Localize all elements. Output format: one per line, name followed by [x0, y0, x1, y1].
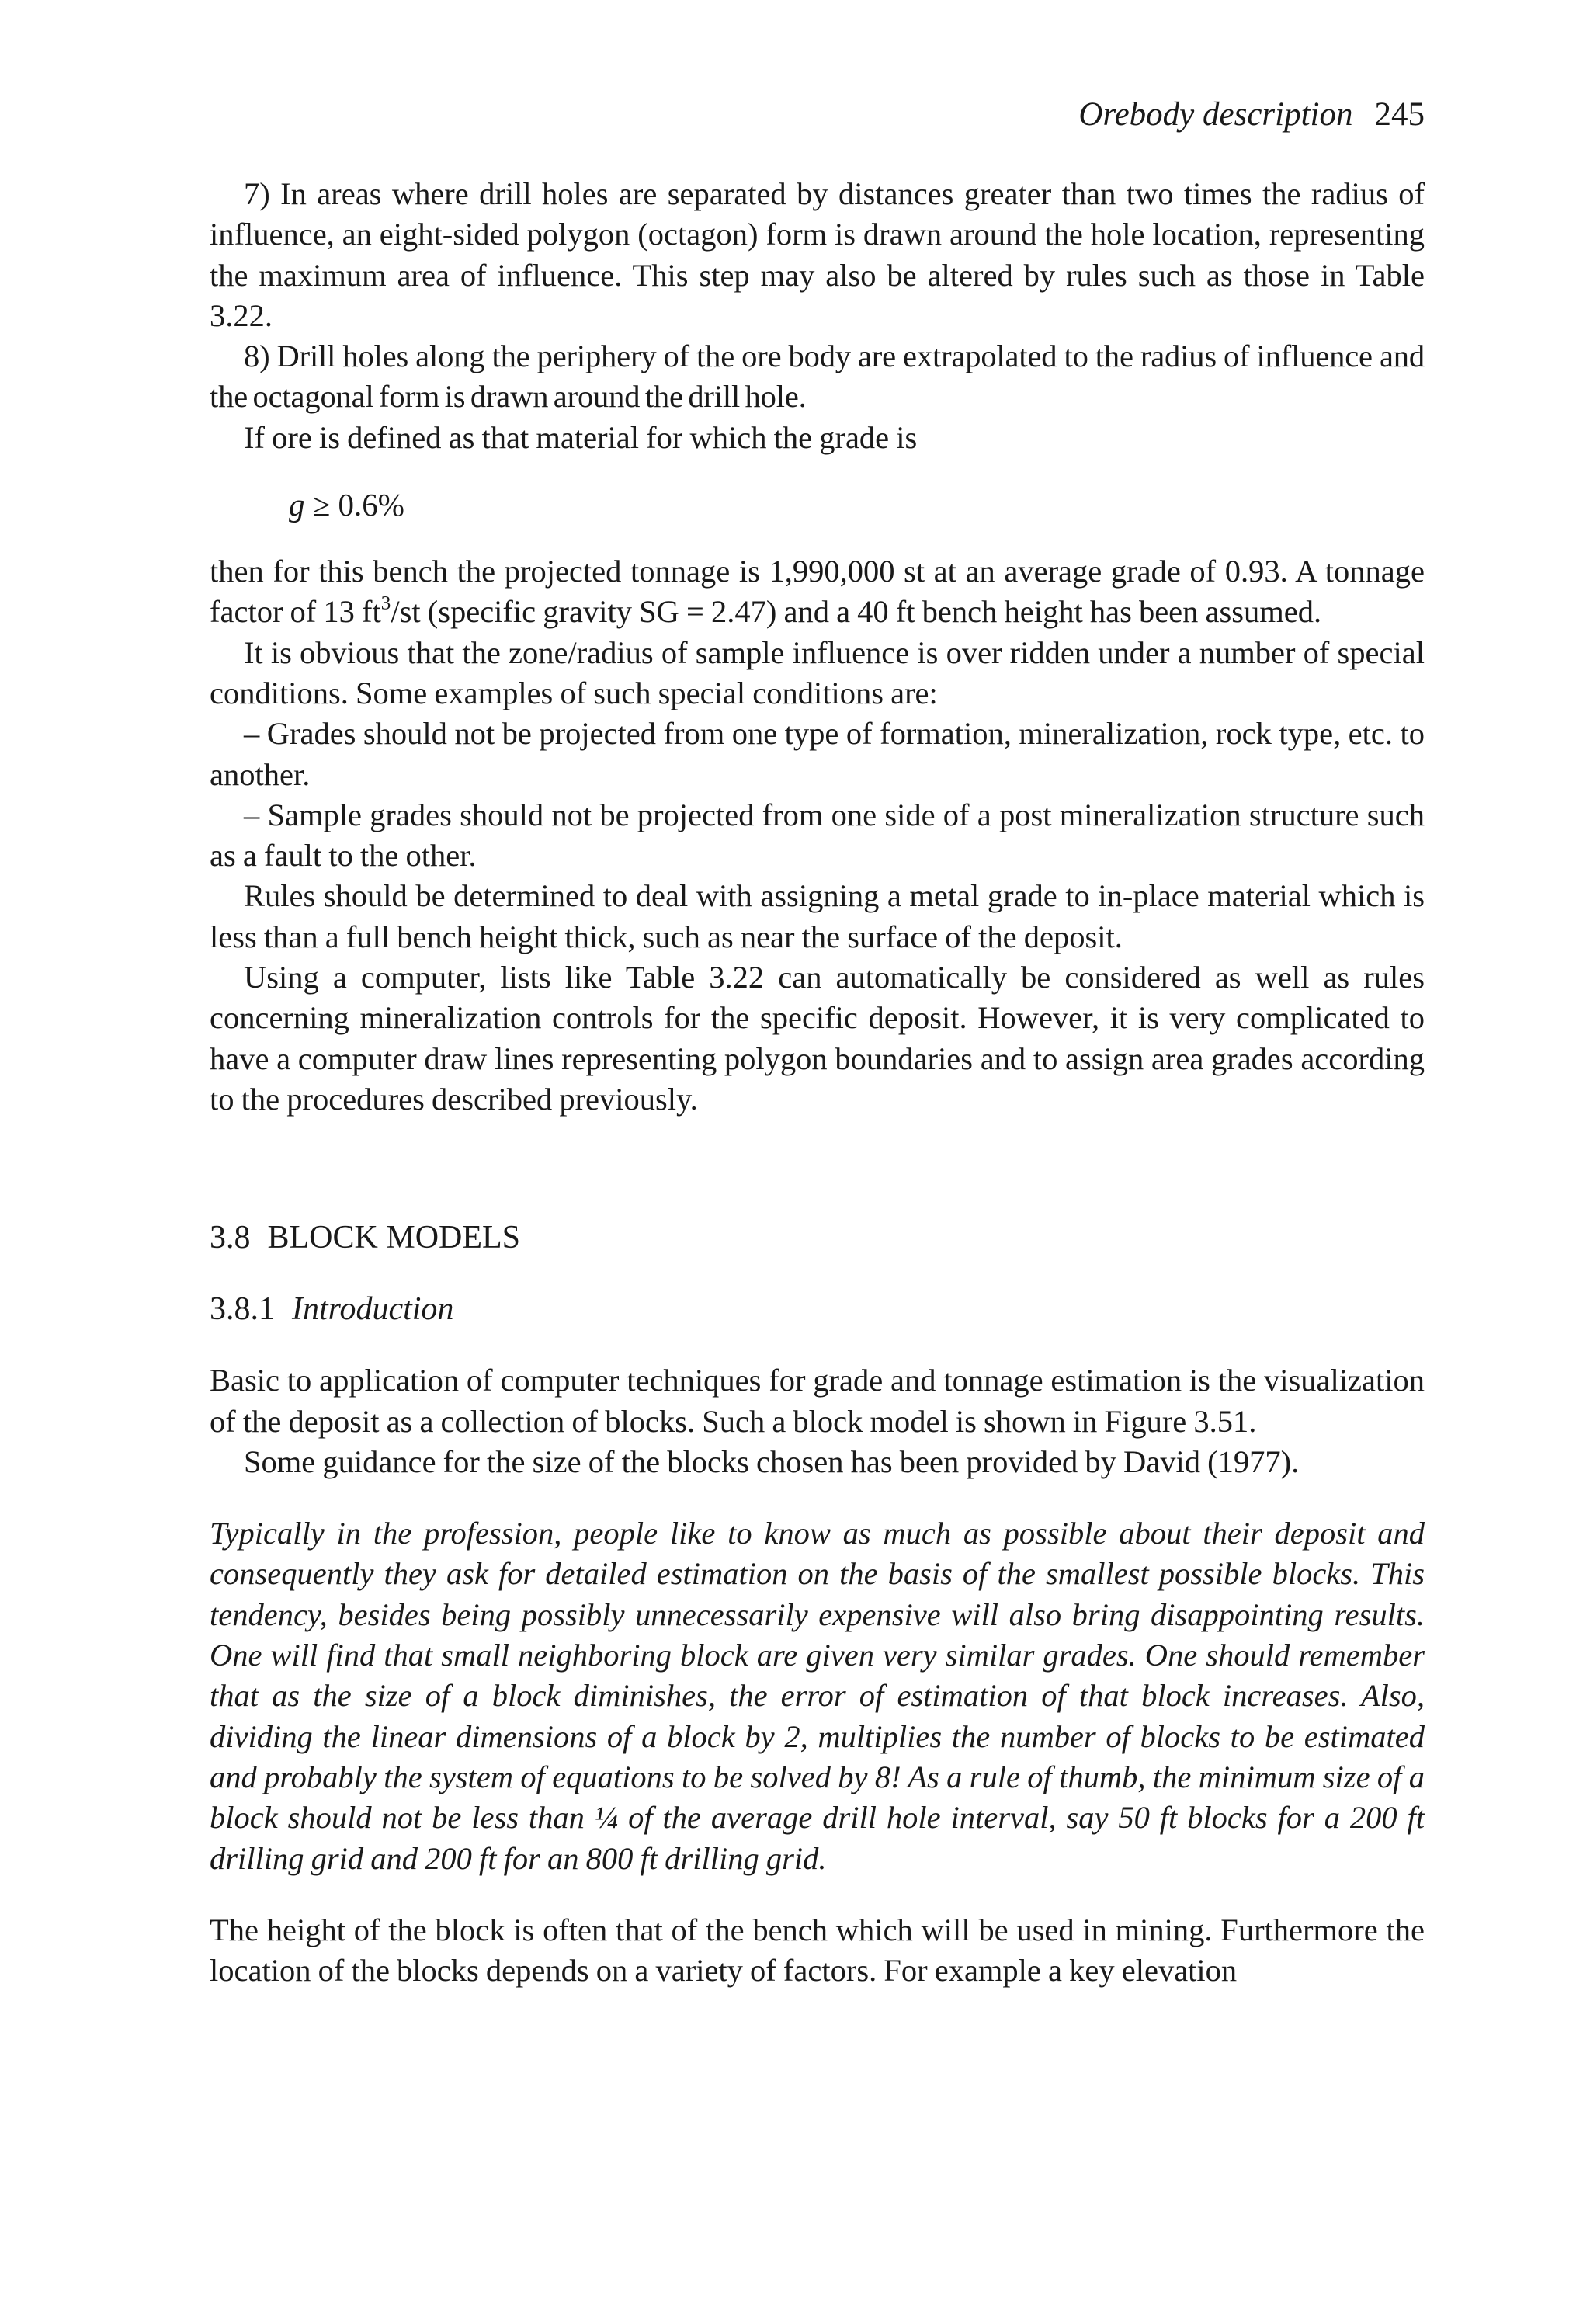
block-quote-david: Typically in the profession, people like to know as much as possible about their deposit and consequently they ask for detailed estimation on the basis of the smallest possible blocks. This tendency, besides being possibly unnecessarily expensive will also bring disappointing results. One will find that small neighboring block are given very similar grades. One should remember that as the size of a block diminishes, the error of estimation of that block increases. Also, dividing the linear dimensions of a block by 2, multiplies the number of blocks to be estimated and probably the system of equations to be solved by 8! As a rule of thumb, the minimum size of a block should not be less than ¼ of the average drill hole interval, say 50 ft blocks for a 200 ft drilling grid and 200 ft for an 800 ft drilling grid. [210, 1516, 1425, 1876]
section-number: 3.8 [210, 1220, 251, 1256]
page-number: 245 [1374, 96, 1425, 133]
paragraph-rules: Rules should be determined to deal with assigning a metal grade to in-place material which is less than a full bench height thick, such as near the surface of the deposit. [210, 878, 1425, 954]
page-body [210, 174, 1425, 1991]
tonnage-text-a: then for this bench the projected tonnage is 1,990,000 st at an average grade of 0.93. A tonnage factor of 13 ft [210, 554, 1425, 630]
subsection-title: Introduction [292, 1291, 454, 1328]
section-heading [210, 1216, 1425, 1259]
list-item-fault: – Sample grades should not be projected from one side of a post mineralization structure such as a fault to the other. [210, 797, 1425, 874]
tonnage-text-b: /st (specific gravity SG = 2.47) and a 40 ft bench height has been assumed. [391, 594, 1322, 630]
paragraph-block-height: The height of the block is often that of the bench which will be used in mining. Furthermore the location of the blocks depends on a variety of factors. For example a key elevation [210, 1912, 1425, 1989]
paragraph-override: It is obvious that the zone/radius of sample influence is over ridden under a number of special conditions. Some examples of such special conditions are: [210, 634, 1425, 710]
tonnage-superscript: 3 [380, 593, 391, 615]
equation-relation: ≥ 0.6% [304, 487, 404, 523]
section-title: BLOCK MODELS [267, 1220, 521, 1256]
paragraph-tonnage [210, 551, 1425, 633]
paragraph-step-7: 7) In areas where drill holes are separated by distances greater than two times the radius of influence, an eight-sided polygon (octagon) form is drawn around the hole location, representing the maximum area of influence. This step may also be altered by rules such as those in Table 3.22. [210, 176, 1425, 333]
paragraph-step-8: 8) Drill holes along the periphery of the ore body are extrapolated to the radius of influence and the octagonal form is drawn around the drill hole. [210, 339, 1425, 415]
list-item-formation: – Grades should not be projected from one type of formation, mineralization, rock type, etc. to another. [210, 716, 1425, 792]
equation-variable: g [289, 487, 305, 523]
running-title: Orebody description [1078, 96, 1353, 133]
paragraph-computer: Using a computer, lists like Table 3.22 can automatically be considered as well as rules concerning mineralization controls for the specific deposit. However, it is very complicated to have a computer draw lines representing polygon boundaries and to assign area grades according to the procedures described previously. [210, 960, 1425, 1117]
grade-equation [289, 485, 1425, 525]
paragraph-guidance: Some guidance for the size of the blocks chosen has been provided by David (1977). [244, 1443, 1300, 1479]
subsection-number: 3.8.1 [210, 1291, 275, 1328]
running-head [1078, 92, 1425, 138]
subsection-heading [210, 1287, 1425, 1331]
paragraph-basic: Basic to application of computer techniques for grade and tonnage estimation is the visualization of the deposit as a collection of blocks. Such a block model is shown in Figure 3.51. [210, 1363, 1425, 1439]
paragraph-ore-definition: If ore is defined as that material for which the grade is [244, 419, 918, 455]
